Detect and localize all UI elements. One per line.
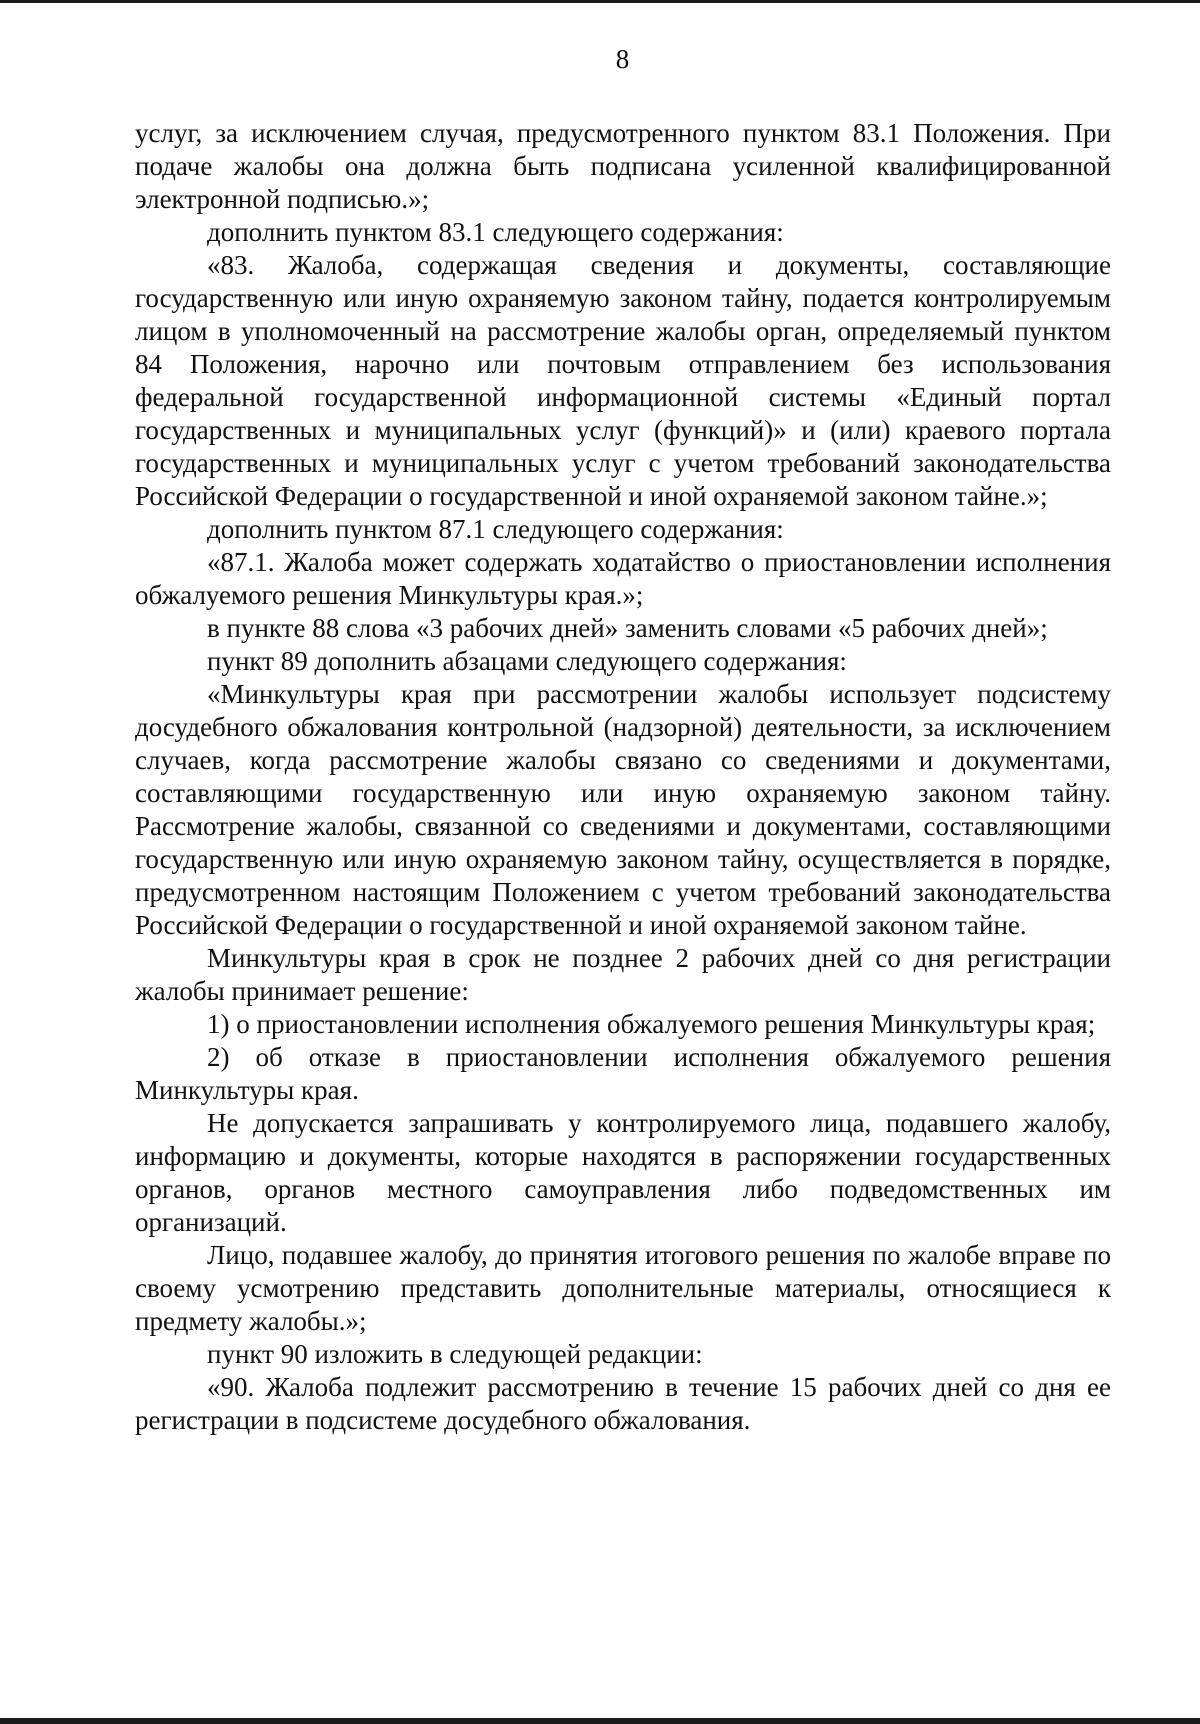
paragraph-14: пункт 90 изложить в следующей редакции: — [207, 1339, 703, 1369]
paragraph-10: 1) о приостановлении исполнения обжалуемого решения Минкультуры края; — [207, 1009, 1096, 1039]
paragraph-4: дополнить пунктом 87.1 следующего содержания: — [207, 514, 784, 544]
paragraph-7: пункт 89 дополнить абзацами следующего содержания: — [207, 646, 847, 676]
paragraph-3: «83. Жалоба, содержащая сведения и документы, составляющие государственную или иную охраняемую законом тайну, подается контролируемым лицом в уполномоченный на рассмотрение жалобы орган, определяемый пунктом 84 Положения, нарочно или почтовым отправлением без использования федеральной государственной информационной системы «Единый портал государственных и муниципальных услуг (функций)» и (или) краевого портала государственных и муниципальных услуг с учетом требований законодательства Российской Федерации о государственной и иной охраняемой законом тайне.»; — [135, 250, 1111, 511]
paragraph-15: «90. Жалоба подлежит рассмотрению в течение 15 рабочих дней со дня ее регистрации в подсистеме досудебного обжалования. — [135, 1372, 1111, 1435]
paragraph-5: «87.1. Жалоба может содержать ходатайство о приостановлении исполнения обжалуемого решения Минкультуры края.»; — [135, 547, 1111, 610]
paragraph-9: Минкультуры края в срок не позднее 2 рабочих дней со дня регистрации жалобы принимает решение: — [135, 943, 1111, 1006]
scan-edge-top — [0, 0, 1200, 3]
paragraph-8: «Минкультуры края при рассмотрении жалобы использует подсистему досудебного обжалования контрольной (надзорной) деятельности, за исключением случаев, когда рассмотрение жалобы связано со сведениями и документами, составляющими государственную или иную охраняемую законом тайну. Рассмотрение жалобы, связанной со сведениями и документами, составляющими государственную или иную охраняемую законом тайну, осуществляется в порядке, предусмотренном настоящим Положением с учетом требований законодательства Российской Федерации о государственной и иной охраняемой законом тайне. — [135, 679, 1111, 940]
paragraph-6: в пункте 88 слова «3 рабочих дней» заменить словами «5 рабочих дней»; — [207, 613, 1048, 643]
paragraph-13: Лицо, подавшее жалобу, до принятия итогового решения по жалобе вправе по своему усмотрению представить дополнительные материалы, относящиеся к предмету жалобы.»; — [135, 1240, 1111, 1336]
page-number: 8 — [615, 44, 630, 74]
paragraph-1: услуг, за исключением случая, предусмотренного пунктом 83.1 Положения. При подаче жалобы она должна быть подписана усиленной квалифицированной электронной подписью.»; — [135, 118, 1111, 214]
paragraph-2: дополнить пунктом 83.1 следующего содержания: — [207, 217, 784, 247]
paragraph-11: 2) об отказе в приостановлении исполнения обжалуемого решения Минкультуры края. — [135, 1042, 1111, 1105]
paragraph-12: Не допускается запрашивать у контролируемого лица, подавшего жалобу, информацию и документы, которые находятся в распоряжении государственных органов, органов местного самоуправления либо подведомственных им организаций. — [135, 1108, 1111, 1237]
document-body — [135, 117, 1111, 1437]
scan-edge-bottom — [0, 1718, 1200, 1724]
